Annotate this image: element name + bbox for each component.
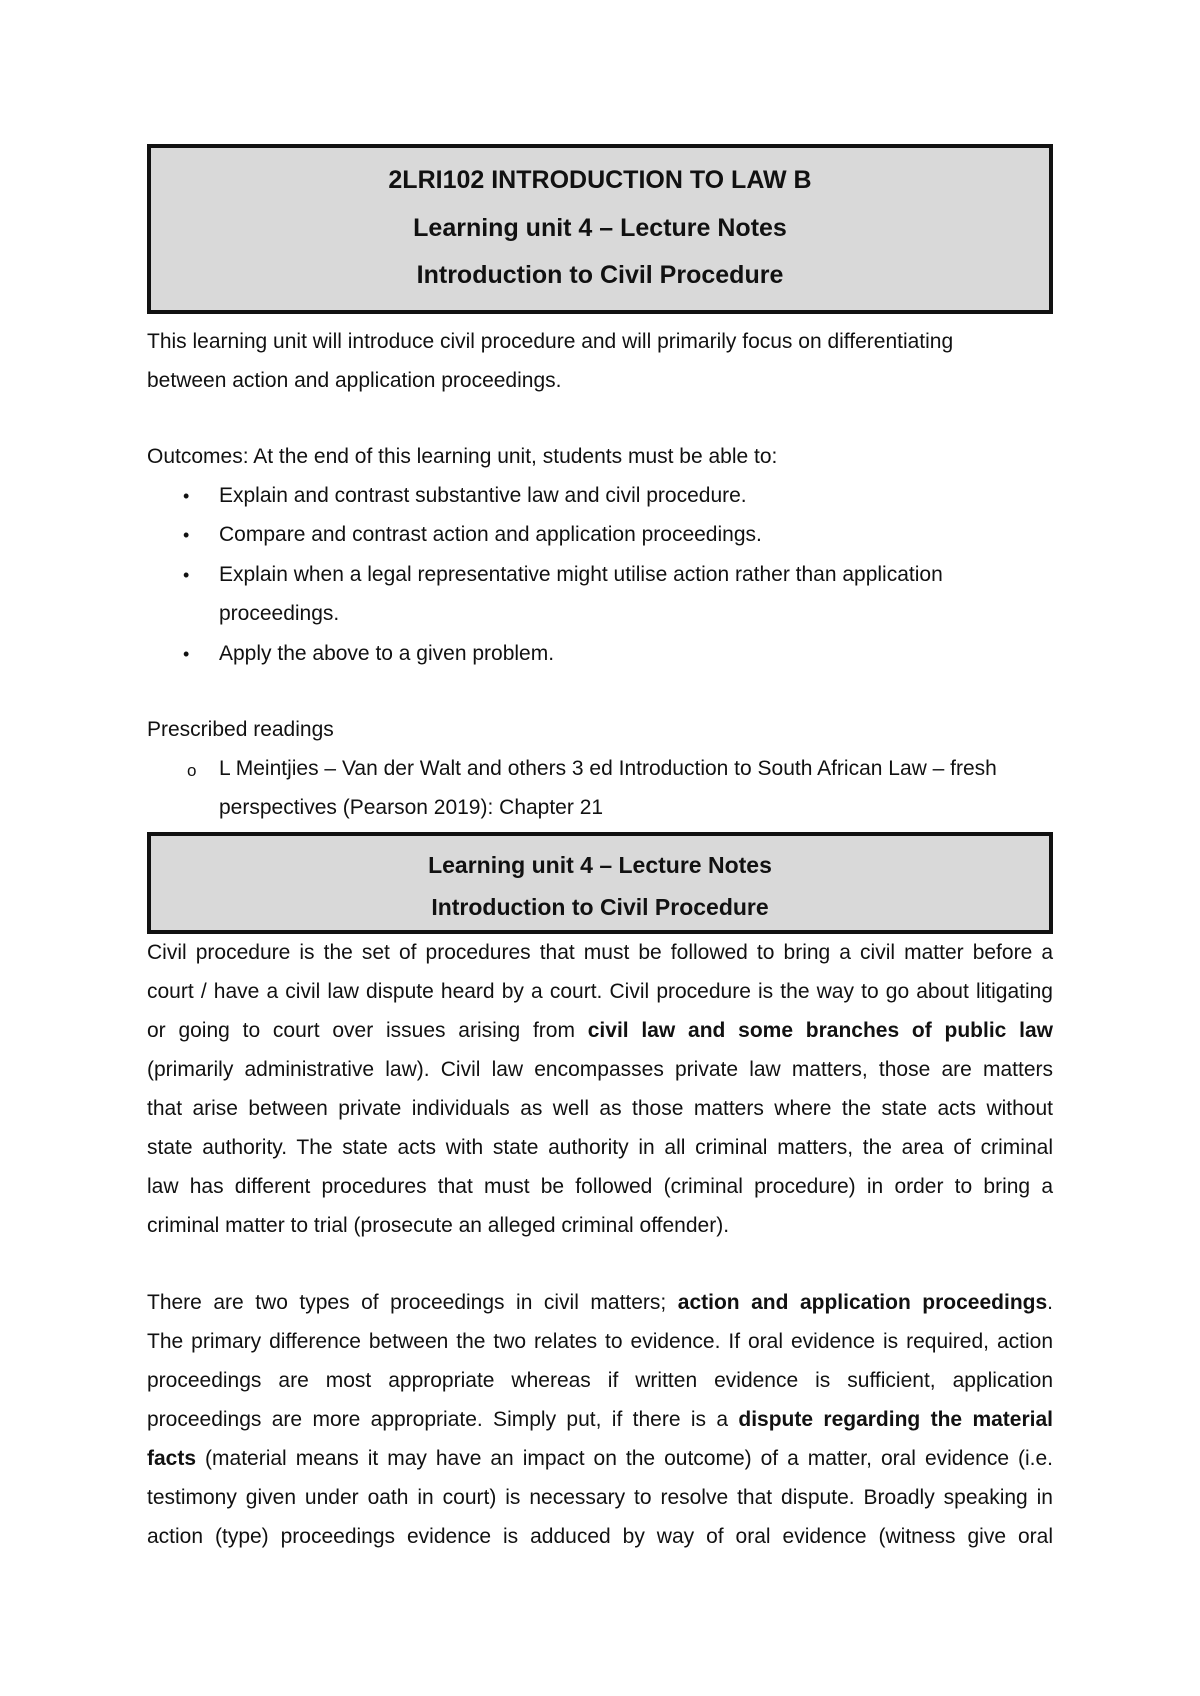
paragraph-1-line: criminal matter to trial (prosecute an alleged criminal offender). <box>147 1214 730 1237</box>
bullet-icon: • <box>183 486 190 506</box>
paragraph-1-line: or going to court over issues arising from civil law and some branches of public law <box>147 1019 1053 1042</box>
bullet-icon: • <box>183 565 190 585</box>
bullet-icon: • <box>183 644 190 664</box>
bullet-icon: • <box>183 525 190 545</box>
circle-bullet-icon: o <box>187 761 197 780</box>
paragraph-2-line: There are two types of proceedings in civil matters; action and application proceedings. <box>147 1291 1054 1314</box>
paragraph-2-line: facts (material means it may have an impact on the outcome) of a matter, oral evidence (i.e. <box>147 1447 1053 1470</box>
paragraph-1-line: court / have a civil law dispute heard by a court. Civil procedure is the way to go about litigating <box>147 980 1053 1003</box>
outcome-item-continued: proceedings. <box>219 602 340 625</box>
outcome-item: Explain and contrast substantive law and civil procedure. <box>219 484 747 507</box>
paragraph-2-line: proceedings are most appropriate whereas if written evidence is sufficient, application <box>147 1369 1053 1392</box>
bold-phrase: dispute regarding the material <box>738 1408 1053 1431</box>
reading-line-2: perspectives (Pearson 2019): Chapter 21 <box>219 796 604 819</box>
outcome-item: Apply the above to a given problem. <box>219 642 555 665</box>
bold-phrase: civil law and some branches of public law <box>587 1019 1053 1042</box>
paragraph-1-line: law has different procedures that must be followed (criminal procedure) in order to bring a <box>147 1175 1053 1198</box>
paragraph-1-line: that arise between private individuals as well as those matters where the state acts without <box>147 1097 1053 1120</box>
section-topic-title: Introduction to Civil Procedure <box>431 894 769 920</box>
paragraph-1-line: state authority. The state acts with state authority in all criminal matters, the area of criminal <box>147 1136 1053 1159</box>
readings-heading: Prescribed readings <box>147 718 334 741</box>
intro-line-2: between action and application proceedings. <box>147 369 562 392</box>
header-box <box>147 144 1053 314</box>
reading-line-1: L Meintjies – Van der Walt and others 3 ed Introduction to South African Law – fresh <box>219 757 997 780</box>
unit-title: Learning unit 4 – Lecture Notes <box>413 214 787 242</box>
topic-title: Introduction to Civil Procedure <box>416 261 784 289</box>
outcome-item: Explain when a legal representative might utilise action rather than application <box>219 563 943 586</box>
section-box <box>147 832 1053 934</box>
outcome-item: Compare and contrast action and application proceedings. <box>219 523 762 546</box>
paragraph-2-line: testimony given under oath in court) is necessary to resolve that dispute. Broadly speaking in <box>147 1486 1053 1509</box>
outcomes-heading: Outcomes: At the end of this learning unit, students must be able to: <box>147 445 778 468</box>
bold-phrase: action and application proceedings <box>677 1291 1048 1314</box>
course-title: 2LRI102 INTRODUCTION TO LAW B <box>388 166 812 194</box>
paragraph-1-line: (primarily administrative law). Civil law encompasses private law matters, those are matters <box>147 1058 1053 1081</box>
paragraph-2-line: The primary difference between the two relates to evidence. If oral evidence is required, action <box>147 1330 1053 1353</box>
paragraph-1-line: Civil procedure is the set of procedures that must be followed to bring a civil matter before a <box>147 941 1053 964</box>
section-unit-title: Learning unit 4 – Lecture Notes <box>428 852 772 878</box>
paragraph-2-line: proceedings are more appropriate. Simply put, if there is a dispute regarding the material <box>147 1408 1053 1431</box>
bold-phrase: facts <box>147 1447 197 1470</box>
intro-line-1: This learning unit will introduce civil procedure and will primarily focus on differentiating <box>147 330 954 353</box>
paragraph-2-line: action (type) proceedings evidence is adduced by way of oral evidence (witness give oral <box>147 1525 1053 1548</box>
